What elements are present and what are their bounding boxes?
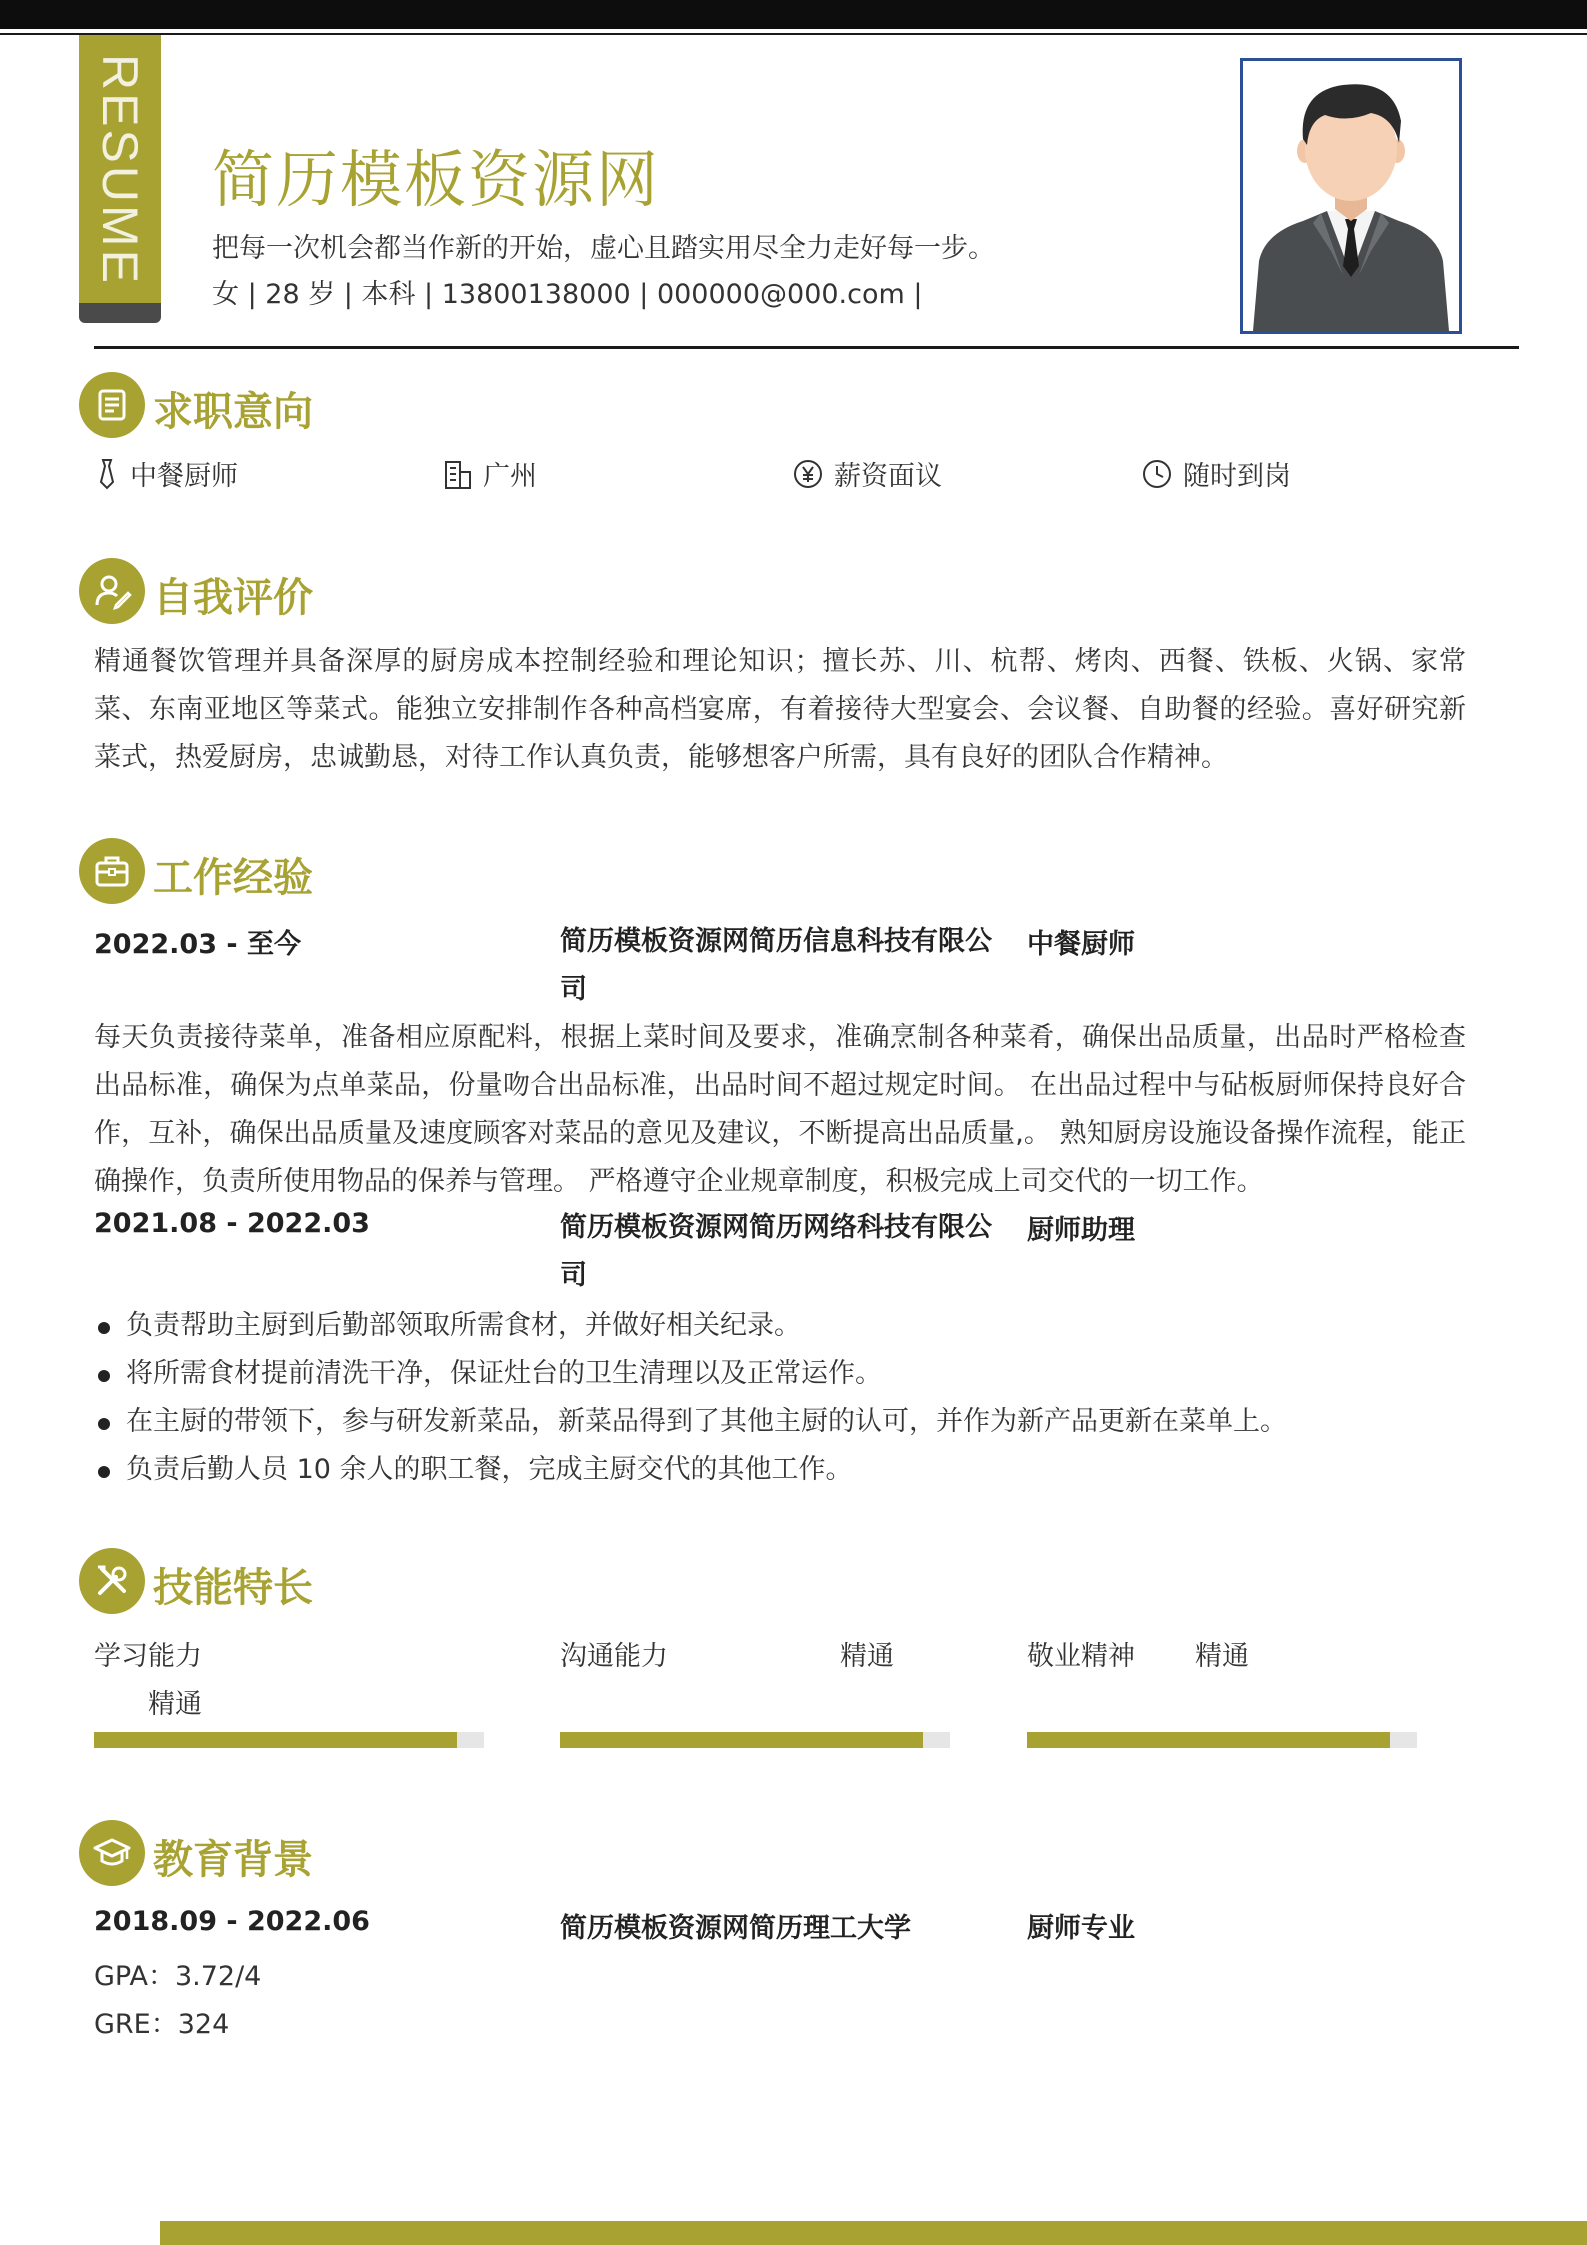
job-company: 简历模板资源网简历信息科技有限公司 — [560, 926, 992, 1005]
job-bullet-list — [94, 1302, 1474, 1494]
intent-availability: 随时到岗 — [1141, 454, 1291, 493]
clock-icon — [1141, 458, 1173, 490]
skills-section-icon — [79, 1548, 145, 1614]
person-edit-icon — [92, 571, 132, 611]
skill-bar — [1027, 1732, 1417, 1748]
list-item: 负责帮助主厨到后勤部领取所需食材，并做好相关纪录。 — [94, 1302, 1474, 1350]
avatar-illustration — [1243, 61, 1459, 331]
intent-salary: 薪资面议 — [792, 454, 942, 493]
graduation-cap-icon — [92, 1833, 132, 1873]
education-gpa: GPA：3.72/4 — [94, 1961, 262, 1992]
job-role: 中餐厨师 — [1027, 929, 1135, 960]
contact-line: 女 | 28 岁 | 本科 | 13800138000 | 000000@000.com | — [212, 279, 923, 310]
avatar — [1240, 58, 1462, 334]
self-eval-section-title: 自我评价 — [153, 575, 313, 621]
header-divider — [94, 346, 1519, 349]
intent-section-icon — [79, 372, 145, 438]
self-eval-section-icon — [79, 558, 145, 624]
education-section-icon — [79, 1820, 145, 1886]
intent-position: 中餐厨师 — [94, 454, 238, 493]
job-company: 简历模板资源网简历网络科技有限公司 — [560, 1212, 992, 1291]
skill-bar-fill — [1027, 1732, 1390, 1748]
skills-section-title: 技能特长 — [153, 1565, 313, 1611]
work-section-title: 工作经验 — [153, 855, 313, 901]
skill-bar — [560, 1732, 950, 1748]
skill-name: 沟通能力 — [560, 1641, 668, 1672]
education-section-title: 教育背景 — [153, 1837, 313, 1883]
briefcase-icon — [92, 851, 132, 891]
skill-name: 学习能力 — [94, 1641, 202, 1672]
skill-bar-fill — [94, 1732, 457, 1748]
skill-name: 敬业精神 — [1027, 1641, 1135, 1672]
document-icon — [92, 385, 132, 425]
intent-city: 广州 — [443, 454, 537, 493]
education-gre: GRE：324 — [94, 2009, 230, 2040]
tie-icon — [94, 458, 120, 490]
footer-bar — [160, 2221, 1587, 2245]
education-major: 厨师专业 — [1027, 1913, 1135, 1944]
skill-level: 精通 — [840, 1641, 894, 1672]
building-icon — [443, 458, 473, 490]
resume-label: RESUME — [92, 54, 149, 286]
top-bar — [0, 0, 1587, 29]
list-item: 将所需食材提前清洗干净，保证灶台的卫生清理以及正常运作。 — [94, 1350, 1474, 1398]
intent-section-title: 求职意向 — [153, 389, 313, 435]
yuan-icon — [792, 458, 824, 490]
list-item: 负责后勤人员 10 余人的职工餐，完成主厨交代的其他工作。 — [94, 1446, 1474, 1494]
skill-level: 精通 — [1195, 1641, 1249, 1672]
job-date: 2021.08 - 2022.03 — [94, 1208, 370, 1239]
work-section-icon — [79, 838, 145, 904]
skill-bar-fill — [560, 1732, 923, 1748]
skill-bar — [94, 1732, 484, 1748]
job-date: 2022.03 - 至今 — [94, 929, 301, 960]
education-school: 简历模板资源网简历理工大学 — [560, 1913, 911, 1944]
list-item: 在主厨的带领下，参与研发新菜品，新菜品得到了其他主厨的认可，并作为新产品更新在菜单上。 — [94, 1398, 1474, 1446]
tools-icon — [92, 1561, 132, 1601]
candidate-name: 简历模板资源网 — [212, 143, 661, 216]
skill-level: 精通 — [148, 1689, 202, 1720]
resume-tab-base — [79, 303, 161, 323]
job-description: 每天负责接待菜单，准备相应原配料，根据上菜时间及要求，准确烹制各种菜肴，确保出品质量，出品时严格检查出品标准，确保为点单菜品，份量吻合出品标准，出品时间不超过规定时间。 在出品过程中与砧板厨师保持良好合作，互补，确保出品质量及速度顾客对菜品的意见及建议，不断提高出品质量,。 熟知厨房设施设备操作流程，能正确操作，负责所使用物品的保养与管理。 严格遵守企业规章制度，积极完成上司交代的一切工作。 — [94, 1022, 1466, 1197]
self-eval-text: 精通餐饮管理并具备深厚的厨房成本控制经验和理论知识；擅长苏、川、杭帮、烤肉、西餐、铁板、火锅、家常菜、东南亚地区等菜式。能独立安排制作各种高档宴席，有着接待大型宴会、会议餐、自助餐的经验。喜好研究新菜式，热爱厨房，忠诚勤恳，对待工作认真负责，能够想客户所需，具有良好的团队合作精神。 — [94, 646, 1466, 773]
motto: 把每一次机会都当作新的开始，虚心且踏实用尽全力走好每一步。 — [212, 233, 995, 264]
job-role: 厨师助理 — [1027, 1215, 1135, 1246]
education-date: 2018.09 - 2022.06 — [94, 1906, 370, 1937]
